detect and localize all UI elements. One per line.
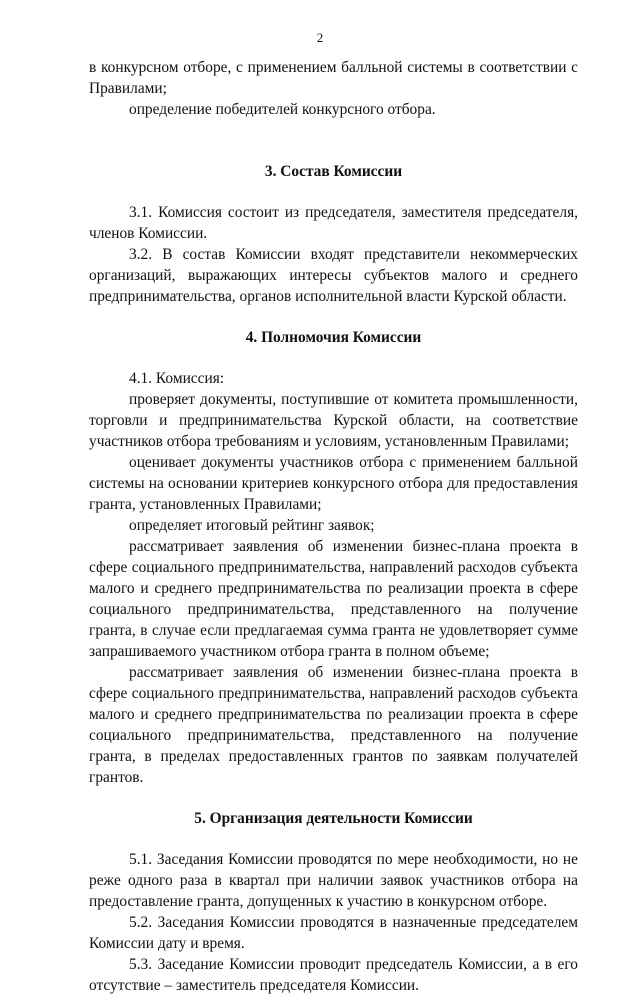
intro-winners: определение победителей конкурсного отбора.: [129, 101, 436, 118]
section-4-item: рассматривает заявления об изменении бизнес-плана проекта в сфере социального предпринимательства, направлений расходов субъекта малого и среднего предпринимательства по реализации проекта в сфере социального предпринимательства, представленного на получение гранта, в пределах предоставленных грантов по заявкам получателей грантов.: [89, 664, 578, 786]
intro-continuation: в конкурсном отборе, с применением балльной системы в соответствии с Правилами;: [89, 59, 578, 97]
section-4-item: рассматривает заявления об изменении бизнес-плана проекта в сфере социального предпринимательства, направлений расходов субъекта малого и среднего предпринимательства по реализации проекта в сфере социального предпринимательства, представленного на получение гранта, в случае если предлагаемая сумма гранта не удовлетворяет сумме запрашиваемого участником отбора гранта в полном объеме;: [89, 538, 578, 660]
section-4-item: определяет итоговый рейтинг заявок;: [129, 517, 375, 534]
section-3-paragraph-1: 3.1. Комиссия состоит из председателя, заместителя председателя, членов Комиссии.: [89, 204, 578, 242]
section-4-item: проверяет документы, поступившие от комитета промышленности, торговли и предпринимательства Курской области, на соответствие участников отбора требованиям и условиям, установленным Правилами;: [89, 391, 578, 450]
section-4-heading: 4. Полномочия Комиссии: [245, 329, 422, 346]
section-3-heading: 3. Состав Комиссии: [264, 163, 403, 180]
section-4-lead: 4.1. Комиссия:: [129, 370, 225, 387]
section-4-item: оценивает документы участников отбора с применением балльной системы на основании критериев конкурсного отбора для предоставления гранта, установленных Правилами;: [89, 454, 578, 513]
section-5-paragraph-2: 5.2. Заседания Комиссии проводятся в назначенные председателем Комиссии дату и время.: [89, 914, 578, 952]
page-number: 2: [316, 30, 324, 45]
section-3-paragraph-2: 3.2. В состав Комиссии входят представители некоммерческих организаций, выражающих интересы субъектов малого и среднего предпринимательства, органов исполнительной власти Курской области.: [89, 246, 578, 305]
section-5-paragraph-3: 5.3. Заседание Комиссии проводит председатель Комиссии, а в его отсутствие – заместитель председателя Комиссии.: [89, 956, 578, 994]
section-5-paragraph-1: 5.1. Заседания Комиссии проводятся по мере необходимости, но не реже одного раза в квартал при наличии заявок участников отбора на предоставление гранта, допущенных к участию в конкурсном отборе.: [89, 851, 578, 910]
document-body: [89, 57, 578, 996]
section-5-heading: 5. Организация деятельности Комиссии: [194, 810, 473, 827]
